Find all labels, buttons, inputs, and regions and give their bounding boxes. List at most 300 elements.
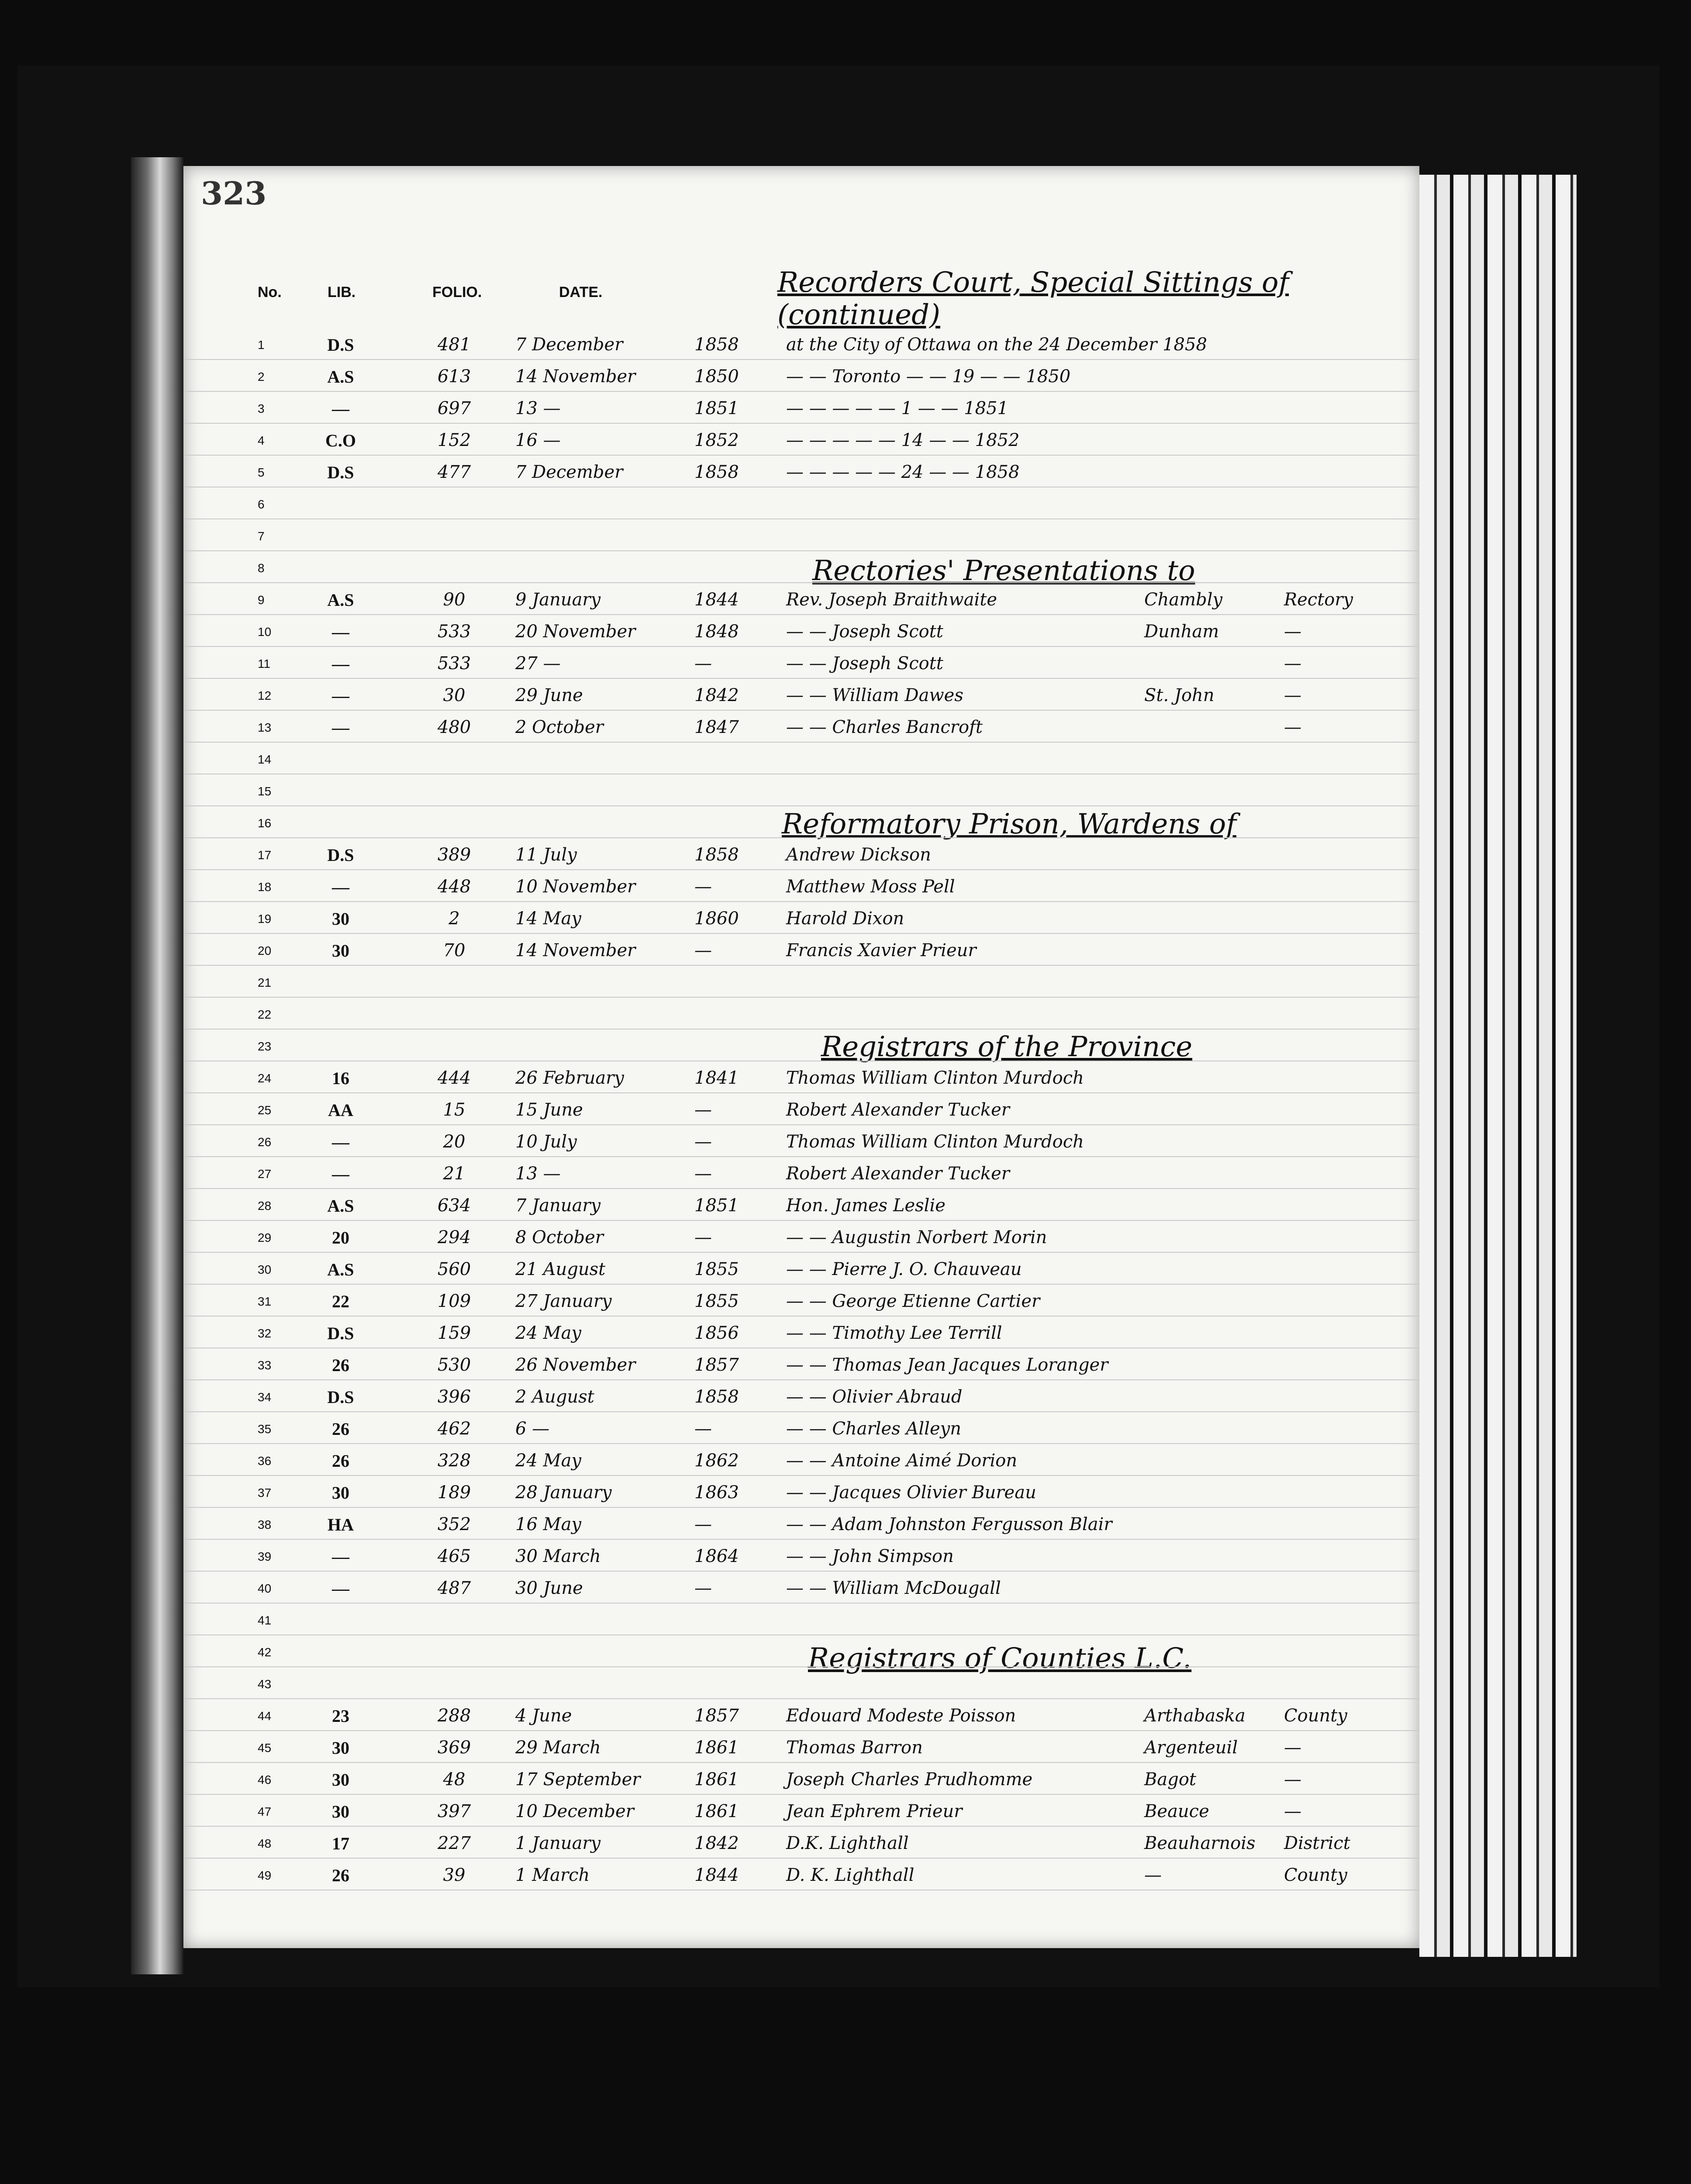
row-lib: 26: [332, 1866, 349, 1885]
row-date: 4 June: [515, 1706, 572, 1726]
ledger-page: [183, 166, 1419, 1948]
row-date: 10 July: [515, 1132, 577, 1152]
row-extra: Rectory: [1284, 590, 1353, 610]
row-no: 20: [258, 944, 272, 957]
row-lib: D.S: [327, 845, 354, 865]
table-row: [183, 423, 1419, 456]
row-year: 1842: [694, 685, 739, 705]
row-folio: 396: [437, 1387, 471, 1407]
table-row: [183, 1252, 1419, 1285]
table-row: [183, 902, 1419, 934]
row-year: 1851: [694, 398, 739, 418]
row-folio: 462: [437, 1419, 471, 1439]
row-folio: 477: [437, 462, 471, 482]
row-date: 1 January: [515, 1833, 601, 1853]
row-year: 1861: [694, 1738, 739, 1758]
row-desc: — — Augustin Norbert Morin: [786, 1227, 1047, 1248]
row-year: 1857: [694, 1706, 739, 1726]
table-row: [183, 1189, 1419, 1221]
row-date: 26 November: [515, 1355, 636, 1375]
row-extra: —: [1284, 622, 1301, 642]
row-no: 48: [258, 1837, 272, 1850]
row-extra: County: [1284, 1706, 1347, 1726]
row-date: 16 May: [515, 1514, 582, 1534]
row-no: 42: [258, 1645, 272, 1659]
row-no: 22: [258, 1008, 272, 1021]
row-lib: —: [332, 1547, 349, 1566]
table-row: [183, 1093, 1419, 1125]
row-date: 26 February: [515, 1068, 624, 1088]
table-row: [183, 1826, 1419, 1859]
row-date: 24 May: [515, 1323, 582, 1343]
row-folio: 465: [437, 1546, 471, 1566]
row-lib: 22: [332, 1292, 349, 1311]
row-no: 39: [258, 1550, 272, 1563]
row-no: 49: [258, 1869, 272, 1882]
row-no: 9: [258, 593, 265, 607]
row-extra: District: [1284, 1833, 1350, 1853]
table-row: [183, 1507, 1419, 1540]
row-lib: —: [332, 1164, 349, 1184]
table-row: [183, 678, 1419, 711]
row-date: 6 —: [515, 1419, 550, 1439]
row-folio: 444: [437, 1068, 471, 1088]
row-place: Arthabaska: [1144, 1706, 1246, 1726]
row-folio: 21: [443, 1164, 466, 1184]
row-no: 36: [258, 1454, 272, 1468]
row-no: 33: [258, 1358, 272, 1372]
row-no: 30: [258, 1263, 272, 1276]
row-no: 26: [258, 1135, 272, 1149]
row-date: 10 December: [515, 1801, 634, 1821]
row-date: 15 June: [515, 1100, 583, 1120]
row-no: 34: [258, 1390, 272, 1404]
row-lib: A.S: [327, 1196, 354, 1216]
row-date: 11 July: [515, 845, 577, 865]
row-folio: 294: [437, 1227, 471, 1248]
row-lib: D.S: [327, 335, 354, 355]
row-year: —: [694, 1514, 712, 1534]
row-year: 1844: [694, 590, 739, 610]
row-year: —: [694, 1227, 712, 1248]
row-lib: 17: [332, 1834, 349, 1853]
row-no: 4: [258, 434, 265, 447]
section-title-rectories: Rectories' Presentations to: [812, 555, 1195, 587]
row-date: 2 October: [515, 717, 604, 737]
row-year: —: [694, 1132, 712, 1152]
row-place: Bagot: [1144, 1769, 1197, 1790]
page-edges: [1419, 175, 1577, 1957]
table-row: [183, 1061, 1419, 1093]
row-folio: 20: [443, 1132, 466, 1152]
table-row: [183, 1220, 1419, 1253]
row-folio: 560: [437, 1259, 471, 1279]
row-no: 10: [258, 625, 272, 639]
row-no: 47: [258, 1805, 272, 1818]
row-no: 44: [258, 1709, 272, 1723]
row-no: 14: [258, 753, 272, 766]
row-lib: 23: [332, 1706, 349, 1726]
row-no: 43: [258, 1677, 272, 1691]
table-row: [183, 1125, 1419, 1157]
row-year: —: [694, 940, 712, 961]
row-desc: — — Adam Johnston Fergusson Blair: [786, 1514, 1112, 1534]
row-year: 1852: [694, 430, 739, 450]
row-lib: C.O: [325, 431, 356, 450]
table-row: [183, 1157, 1419, 1189]
row-date: 2 August: [515, 1387, 594, 1407]
table-row: [183, 1731, 1419, 1763]
row-desc: Francis Xavier Prieur: [786, 940, 977, 961]
row-no: 37: [258, 1486, 272, 1500]
row-year: 1841: [694, 1068, 739, 1088]
row-desc: — — George Etienne Cartier: [786, 1291, 1040, 1311]
row-lib: 26: [332, 1451, 349, 1471]
row-year: 1855: [694, 1259, 739, 1279]
row-no: 25: [258, 1103, 272, 1117]
row-date: 29 June: [515, 685, 583, 705]
row-date: 14 May: [515, 909, 582, 929]
header-lib: LIB.: [328, 284, 356, 301]
section-title-registrars-counties: Registrars of Counties L.C.: [808, 1642, 1192, 1675]
row-desc: Joseph Charles Prudhomme: [786, 1769, 1033, 1790]
row-date: 17 September: [515, 1769, 641, 1790]
row-lib: —: [332, 877, 349, 897]
table-row: [183, 1699, 1419, 1731]
row-desc: — — Toronto — — 19 — — 1850: [786, 366, 1071, 387]
row-folio: 389: [437, 845, 471, 865]
row-lib: —: [332, 1132, 349, 1152]
row-folio: 481: [437, 335, 471, 355]
table-row: [183, 965, 1419, 998]
row-date: 8 October: [515, 1227, 604, 1248]
row-folio: 533: [437, 653, 471, 674]
row-folio: 152: [437, 430, 471, 450]
table-row: [183, 774, 1419, 806]
row-place: Beauharnois: [1144, 1833, 1256, 1853]
row-desc: D.K. Lighthall: [786, 1833, 909, 1853]
row-no: 6: [258, 498, 265, 511]
row-no: 16: [258, 816, 272, 830]
row-desc: Matthew Moss Pell: [786, 877, 955, 897]
table-row: [183, 455, 1419, 487]
row-lib: D.S: [327, 463, 354, 482]
row-no: 24: [258, 1071, 272, 1085]
row-desc: Harold Dixon: [786, 909, 904, 929]
row-extra: —: [1284, 717, 1301, 737]
row-desc: — — John Simpson: [786, 1546, 954, 1566]
row-lib: —: [332, 686, 349, 705]
row-folio: 397: [437, 1801, 471, 1821]
row-desc: Robert Alexander Tucker: [786, 1100, 1010, 1120]
row-date: 27 —: [515, 653, 561, 674]
row-folio: 159: [437, 1323, 471, 1343]
row-desc: D. K. Lighthall: [786, 1865, 915, 1885]
row-desc: — — Pierre J. O. Chauveau: [786, 1259, 1022, 1279]
row-no: 2: [258, 370, 265, 384]
row-desc: Thomas Barron: [786, 1738, 923, 1758]
table-row: [183, 1858, 1419, 1890]
row-no: 32: [258, 1327, 272, 1340]
row-date: 30 March: [515, 1546, 601, 1566]
table-row: [183, 1348, 1419, 1380]
table-row: [183, 1316, 1419, 1348]
row-place: Argenteuil: [1144, 1738, 1238, 1758]
row-lib: 20: [332, 1228, 349, 1248]
section-title-recorders-court: Recorders Court, Special Sittings of (continued): [777, 266, 1289, 331]
row-lib: —: [332, 1579, 349, 1598]
row-desc: — — Timothy Lee Terrill: [786, 1323, 1002, 1343]
row-desc: Andrew Dickson: [786, 845, 931, 865]
row-folio: 189: [437, 1482, 471, 1503]
row-no: 15: [258, 784, 272, 798]
table-row: [183, 1762, 1419, 1795]
row-lib: —: [332, 654, 349, 674]
row-year: —: [694, 877, 712, 897]
table-row: [183, 838, 1419, 870]
section-title-reformatory-prison: Reformatory Prison, Wardens of: [782, 808, 1236, 840]
row-date: 9 January: [515, 590, 601, 610]
row-extra: —: [1284, 1738, 1301, 1758]
row-no: 41: [258, 1614, 272, 1627]
row-no: 17: [258, 848, 272, 862]
row-folio: 448: [437, 877, 471, 897]
row-year: 1860: [694, 909, 739, 929]
row-place: Dunham: [1144, 622, 1219, 642]
table-row: [183, 710, 1419, 743]
row-year: —: [694, 1164, 712, 1184]
row-place: Beauce: [1144, 1801, 1209, 1821]
row-lib: 30: [332, 1770, 349, 1790]
row-folio: 70: [443, 940, 466, 961]
row-desc: Hon. James Leslie: [786, 1196, 946, 1216]
row-year: 1858: [694, 335, 739, 355]
row-date: 7 January: [515, 1196, 601, 1216]
table-row: [183, 1571, 1419, 1603]
row-date: 29 March: [515, 1738, 601, 1758]
table-row: [183, 997, 1419, 1030]
row-desc: — — Joseph Scott: [786, 622, 943, 642]
table-row: [183, 646, 1419, 679]
row-lib: HA: [328, 1515, 354, 1534]
row-no: 1: [258, 338, 265, 352]
row-folio: 39: [443, 1865, 466, 1885]
row-folio: 480: [437, 717, 471, 737]
section-title-registrars-province: Registrars of the Province: [821, 1031, 1193, 1063]
row-desc: Thomas William Clinton Murdoch: [786, 1068, 1084, 1088]
row-no: 8: [258, 561, 265, 575]
row-no: 19: [258, 912, 272, 926]
row-date: 14 November: [515, 940, 636, 961]
row-year: 1861: [694, 1801, 739, 1821]
table-row: [183, 1667, 1419, 1699]
row-no: 38: [258, 1518, 272, 1531]
row-place: —: [1144, 1865, 1162, 1885]
table-row: [183, 1476, 1419, 1508]
header-date: DATE.: [559, 284, 603, 301]
row-date: 16 —: [515, 430, 561, 450]
row-place: St. John: [1144, 685, 1215, 705]
row-no: 5: [258, 466, 265, 479]
row-year: —: [694, 1100, 712, 1120]
row-year: 1858: [694, 845, 739, 865]
row-extra: —: [1284, 653, 1301, 674]
row-lib: 26: [332, 1355, 349, 1375]
row-desc: — — Charles Alleyn: [786, 1419, 961, 1439]
row-lib: 16: [332, 1068, 349, 1088]
row-folio: 2: [449, 909, 460, 929]
row-lib: —: [332, 718, 349, 737]
row-year: 1861: [694, 1769, 739, 1790]
book-binding: [131, 157, 183, 1974]
row-place: Chambly: [1144, 590, 1223, 610]
table-row: [183, 1539, 1419, 1572]
row-date: 28 January: [515, 1482, 612, 1503]
row-folio: 109: [437, 1291, 471, 1311]
row-folio: 288: [437, 1706, 471, 1726]
row-no: 11: [258, 657, 271, 670]
table-row: [183, 359, 1419, 392]
row-date: 13 —: [515, 1164, 561, 1184]
table-row: [183, 1380, 1419, 1412]
row-date: 30 June: [515, 1578, 583, 1598]
row-no: 23: [258, 1040, 272, 1053]
row-year: 1863: [694, 1482, 739, 1503]
row-desc: — — Olivier Abraud: [786, 1387, 963, 1407]
row-folio: 530: [437, 1355, 471, 1375]
row-desc: — — Jacques Olivier Bureau: [786, 1482, 1036, 1503]
table-row: [183, 1444, 1419, 1476]
row-year: 1856: [694, 1323, 739, 1343]
row-lib: 30: [332, 1738, 349, 1758]
row-folio: 90: [443, 590, 466, 610]
row-folio: 487: [437, 1578, 471, 1598]
table-row: [183, 583, 1419, 615]
table-row: [183, 615, 1419, 647]
table-row: [183, 391, 1419, 424]
row-no: 12: [258, 689, 272, 702]
row-year: 1858: [694, 1387, 739, 1407]
row-desc: Robert Alexander Tucker: [786, 1164, 1010, 1184]
table-row: [183, 551, 1419, 583]
row-no: 29: [258, 1231, 272, 1244]
row-folio: 613: [437, 366, 471, 387]
row-date: 10 November: [515, 877, 636, 897]
row-year: 1862: [694, 1451, 739, 1471]
row-year: 1858: [694, 462, 739, 482]
row-year: 1847: [694, 717, 739, 737]
row-date: 21 August: [515, 1259, 606, 1279]
row-year: 1864: [694, 1546, 739, 1566]
row-year: 1842: [694, 1833, 739, 1853]
table-row: [183, 487, 1419, 519]
table-row: [183, 933, 1419, 966]
row-desc: — — — — — 1 — — 1851: [786, 398, 1008, 418]
row-date: 1 March: [515, 1865, 590, 1885]
row-lib: 26: [332, 1419, 349, 1439]
row-folio: 227: [437, 1833, 471, 1853]
row-date: 7 December: [515, 462, 623, 482]
row-desc: — — Thomas Jean Jacques Loranger: [786, 1355, 1108, 1375]
row-date: 27 January: [515, 1291, 612, 1311]
table-row: [183, 870, 1419, 902]
table-row: [183, 1412, 1419, 1444]
row-year: —: [694, 1419, 712, 1439]
table-row: [183, 1284, 1419, 1317]
row-desc: Rev. Joseph Braithwaite: [786, 590, 997, 610]
row-desc: — — Charles Bancroft: [786, 717, 983, 737]
table-row: [183, 742, 1419, 774]
row-desc: — — William McDougall: [786, 1578, 1001, 1598]
row-extra: —: [1284, 1801, 1301, 1821]
row-lib: D.S: [327, 1324, 354, 1343]
row-lib: A.S: [327, 590, 354, 610]
row-lib: AA: [328, 1100, 353, 1120]
row-folio: 352: [437, 1514, 471, 1534]
row-lib: A.S: [327, 1260, 354, 1279]
row-lib: D.S: [327, 1387, 354, 1407]
row-no: 27: [258, 1167, 272, 1181]
row-folio: 15: [443, 1100, 466, 1120]
row-date: 24 May: [515, 1451, 582, 1471]
row-extra: —: [1284, 685, 1301, 705]
row-desc: Edouard Modeste Poisson: [786, 1706, 1016, 1726]
row-year: 1850: [694, 366, 739, 387]
row-lib: 30: [332, 909, 349, 929]
row-date: 20 November: [515, 622, 636, 642]
row-folio: 697: [437, 398, 471, 418]
table-row: [183, 1794, 1419, 1827]
row-desc: — — Antoine Aimé Dorion: [786, 1451, 1018, 1471]
row-year: 1857: [694, 1355, 739, 1375]
row-no: 40: [258, 1582, 272, 1595]
row-desc: at the City of Ottawa on the 24 December 1858: [786, 335, 1207, 355]
row-desc: — — — — — 14 — — 1852: [786, 430, 1020, 450]
row-folio: 369: [437, 1738, 471, 1758]
row-no: 7: [258, 529, 265, 543]
row-date: 14 November: [515, 366, 636, 387]
page-number: 323: [201, 175, 267, 212]
row-no: 3: [258, 402, 265, 415]
row-year: —: [694, 1578, 712, 1598]
row-no: 45: [258, 1741, 272, 1755]
row-year: 1844: [694, 1865, 739, 1885]
row-no: 35: [258, 1422, 272, 1436]
row-no: 28: [258, 1199, 272, 1213]
row-no: 18: [258, 880, 272, 894]
table-row: [183, 1603, 1419, 1635]
row-no: 13: [258, 721, 272, 734]
row-year: —: [694, 653, 712, 674]
row-folio: 30: [443, 685, 466, 705]
table-row: [183, 1635, 1419, 1667]
row-lib: 30: [332, 1802, 349, 1821]
row-lib: —: [332, 622, 349, 642]
row-folio: 533: [437, 622, 471, 642]
table-row: [183, 519, 1419, 551]
row-year: 1855: [694, 1291, 739, 1311]
row-folio: 328: [437, 1451, 471, 1471]
row-folio: 48: [443, 1769, 466, 1790]
row-lib: 30: [332, 941, 349, 961]
row-desc: Thomas William Clinton Murdoch: [786, 1132, 1084, 1152]
row-desc: Jean Ephrem Prieur: [786, 1801, 963, 1821]
row-lib: A.S: [327, 367, 354, 387]
table-row: [183, 806, 1419, 838]
row-no: 46: [258, 1773, 272, 1787]
row-lib: —: [332, 399, 349, 418]
row-year: 1851: [694, 1196, 739, 1216]
